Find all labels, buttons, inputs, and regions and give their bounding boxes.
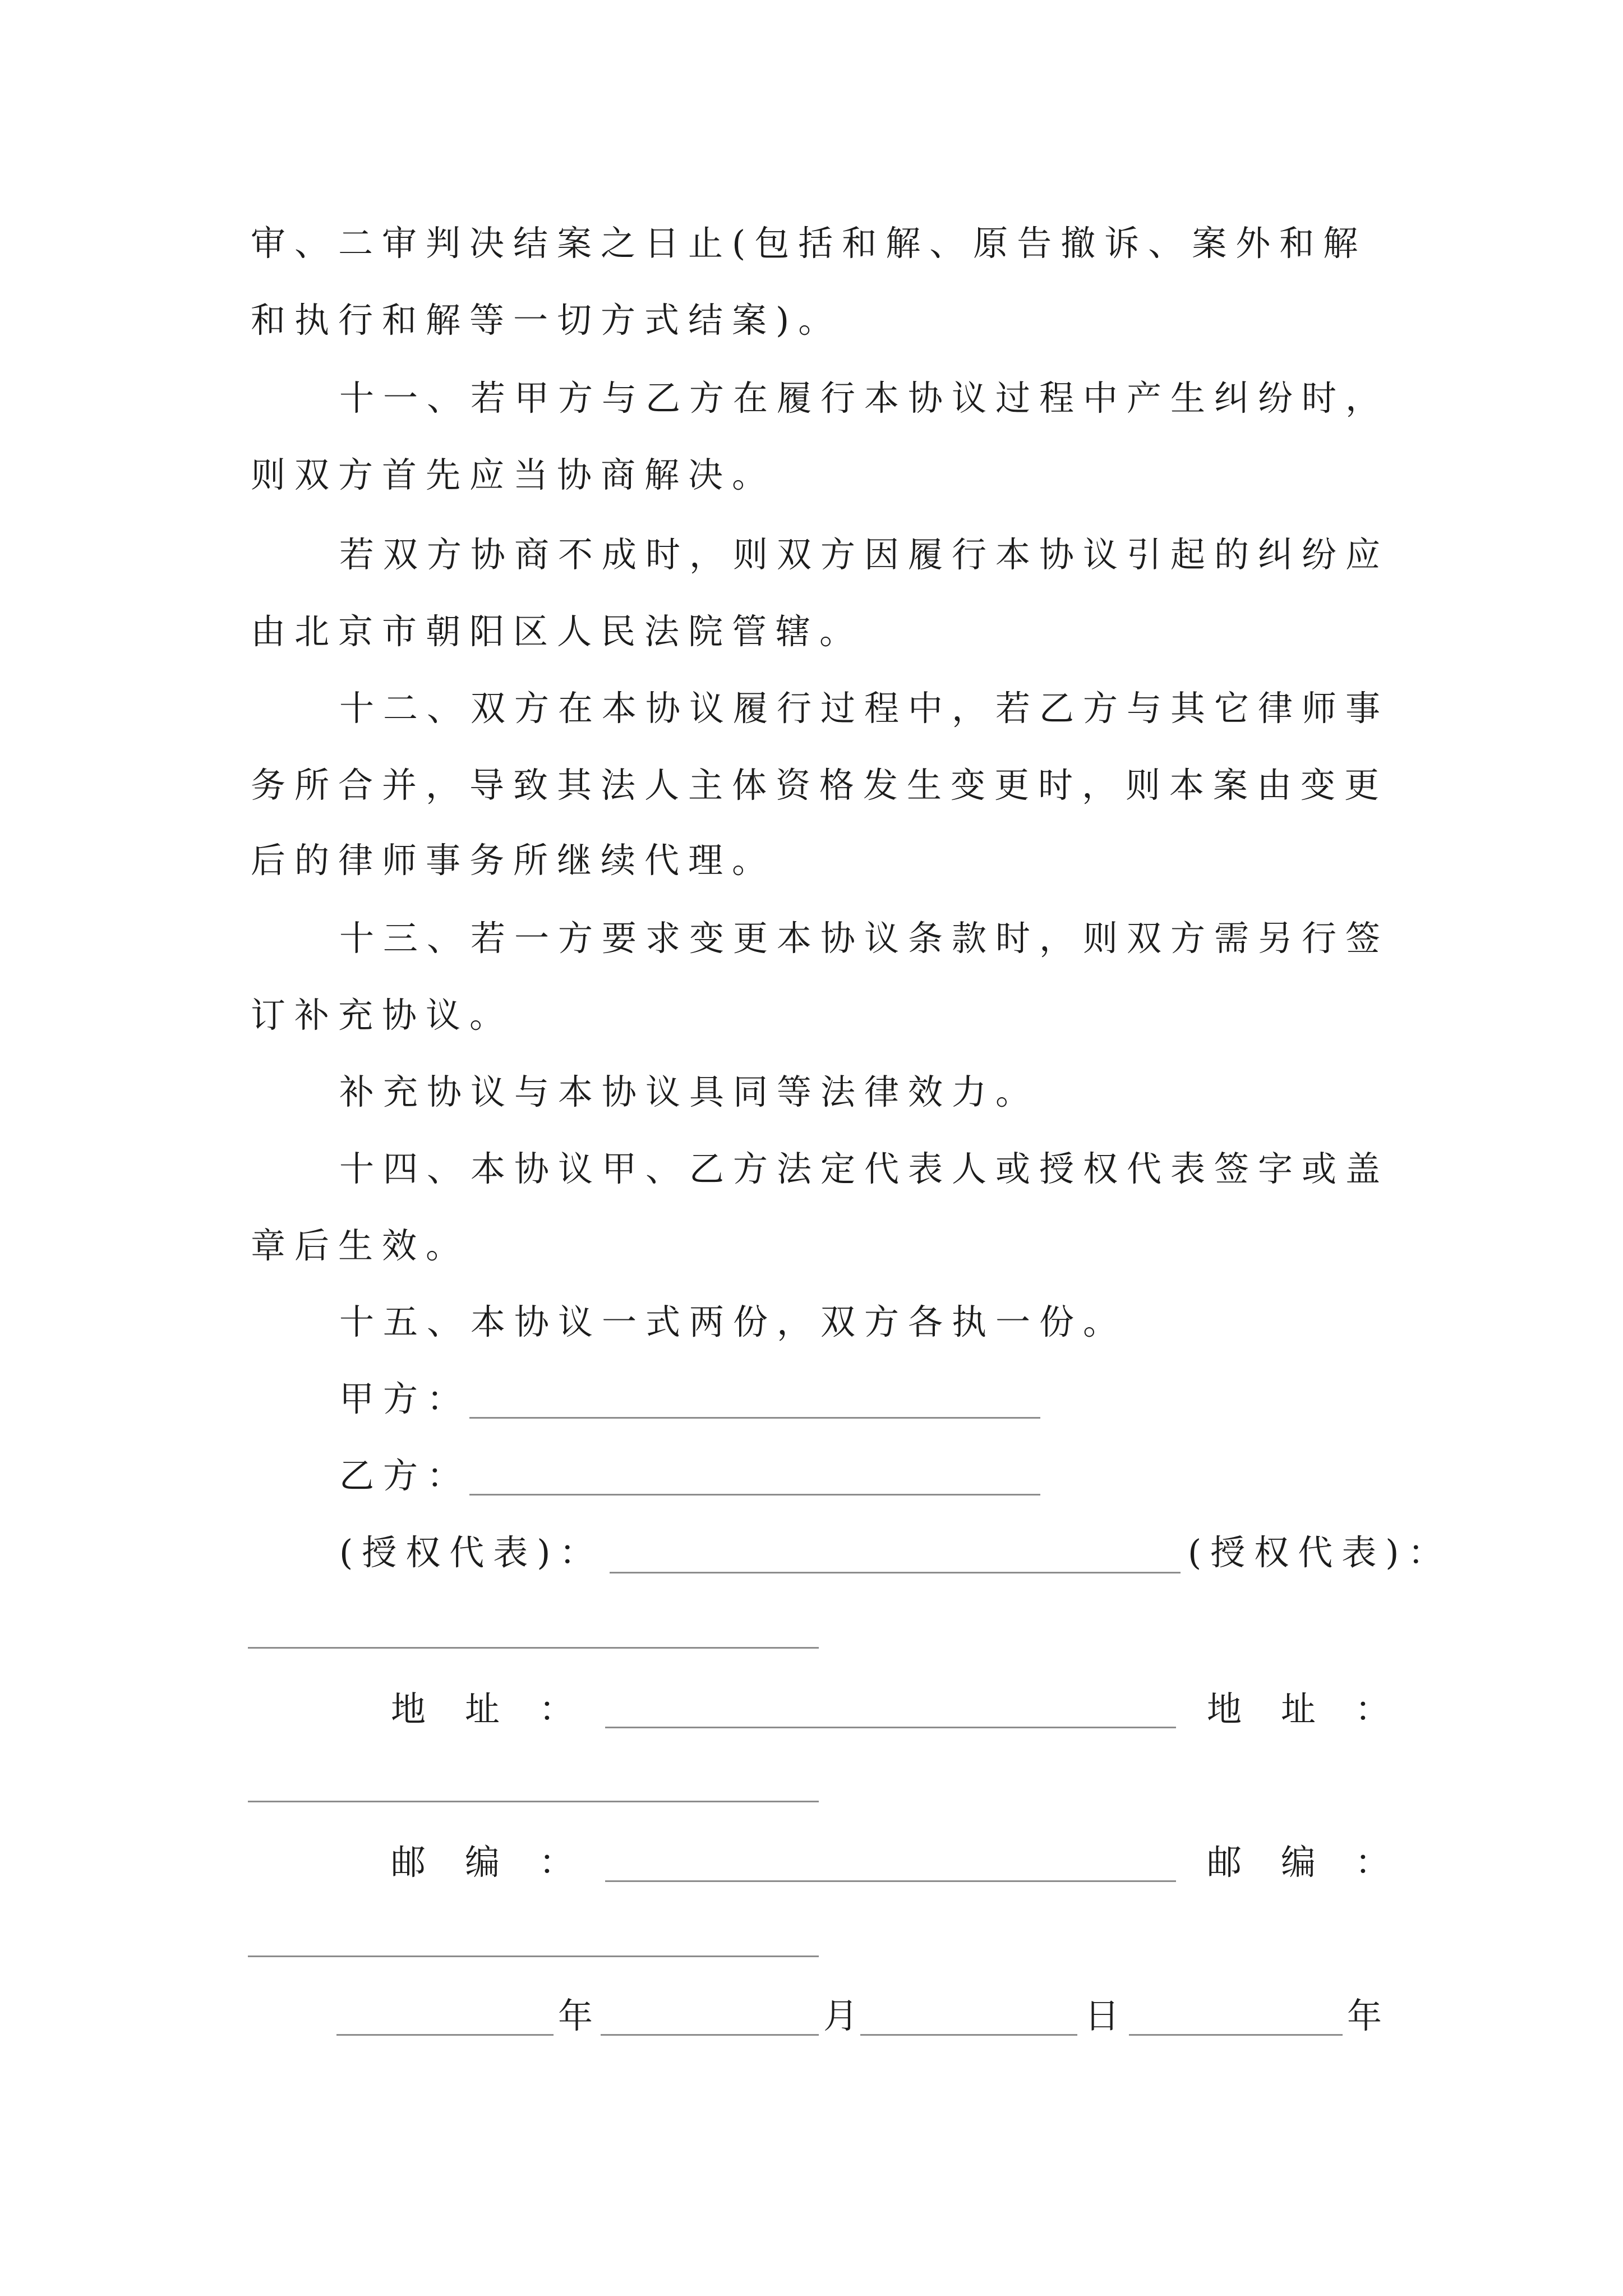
postcode-blank-left (605, 1880, 1176, 1882)
date-month-unit: 月 (823, 1995, 868, 2036)
body-line: 务所合并，导致其法人主体资格发生变更时，则本案由变更 (251, 765, 1389, 806)
clause-11-line: 十一、若甲方与乙方在履行本协议过程中产生纠纷时， (339, 378, 1390, 418)
body-line: 订补充协议。 (251, 995, 514, 1036)
date-year-unit-2: 年 (1347, 1995, 1391, 2036)
address-label-left: 地址： (391, 1688, 614, 1729)
rep-blank-right (248, 1647, 819, 1649)
body-line: 和执行和解等一切方式结案)。 (251, 300, 842, 341)
party-b-label: 乙方： (339, 1455, 471, 1496)
body-line: 若双方协商不成时，则双方因履行本协议引起的纠纷应 (339, 534, 1390, 575)
postcode-label-left: 邮编： (391, 1842, 614, 1883)
rep-label-left: (授权代表)： (339, 1532, 603, 1573)
body-line: 后的律师事务所继续代理。 (251, 840, 776, 881)
rep-label-right: (授权代表)： (1188, 1532, 1452, 1573)
clause-13-line: 十三、若一方要求变更本协议条款时，则双方需另行签 (339, 918, 1390, 959)
body-line: 补充协议与本协议具同等法律效力。 (339, 1071, 1040, 1112)
date-day-blank (860, 2034, 1077, 2036)
address-label-right: 地址： (1207, 1688, 1430, 1729)
party-b-blank (469, 1494, 1040, 1496)
date-day-unit: 日 (1085, 1995, 1129, 2036)
date-year-blank (336, 2034, 554, 2036)
party-a-label: 甲方： (339, 1378, 471, 1419)
clause-15-line: 十五、本协议一式两份，双方各执一份。 (339, 1301, 1127, 1342)
clause-12-line: 十二、双方在本协议履行过程中，若乙方与其它律师事 (339, 688, 1390, 729)
clause-14-line: 十四、本协议甲、乙方法定代表人或授权代表签字或盖 (339, 1148, 1390, 1189)
address-blank-right (248, 1801, 819, 1802)
postcode-blank-right (248, 1955, 819, 1957)
body-line: 由北京市朝阳区人民法院管辖。 (251, 611, 864, 652)
body-line: 章后生效。 (251, 1225, 470, 1266)
date-year-blank-2 (1129, 2034, 1343, 2036)
body-line: 审、二审判决结案之日止(包括和解、原告撤诉、案外和解 (251, 223, 1367, 264)
party-a-blank (469, 1417, 1040, 1419)
address-blank-left (605, 1727, 1176, 1728)
rep-blank-left (610, 1572, 1181, 1573)
postcode-label-right: 邮编： (1207, 1842, 1430, 1883)
body-line: 则双方首先应当协商解决。 (251, 454, 776, 495)
date-month-blank (601, 2034, 819, 2036)
date-year-unit: 年 (558, 1995, 602, 2036)
